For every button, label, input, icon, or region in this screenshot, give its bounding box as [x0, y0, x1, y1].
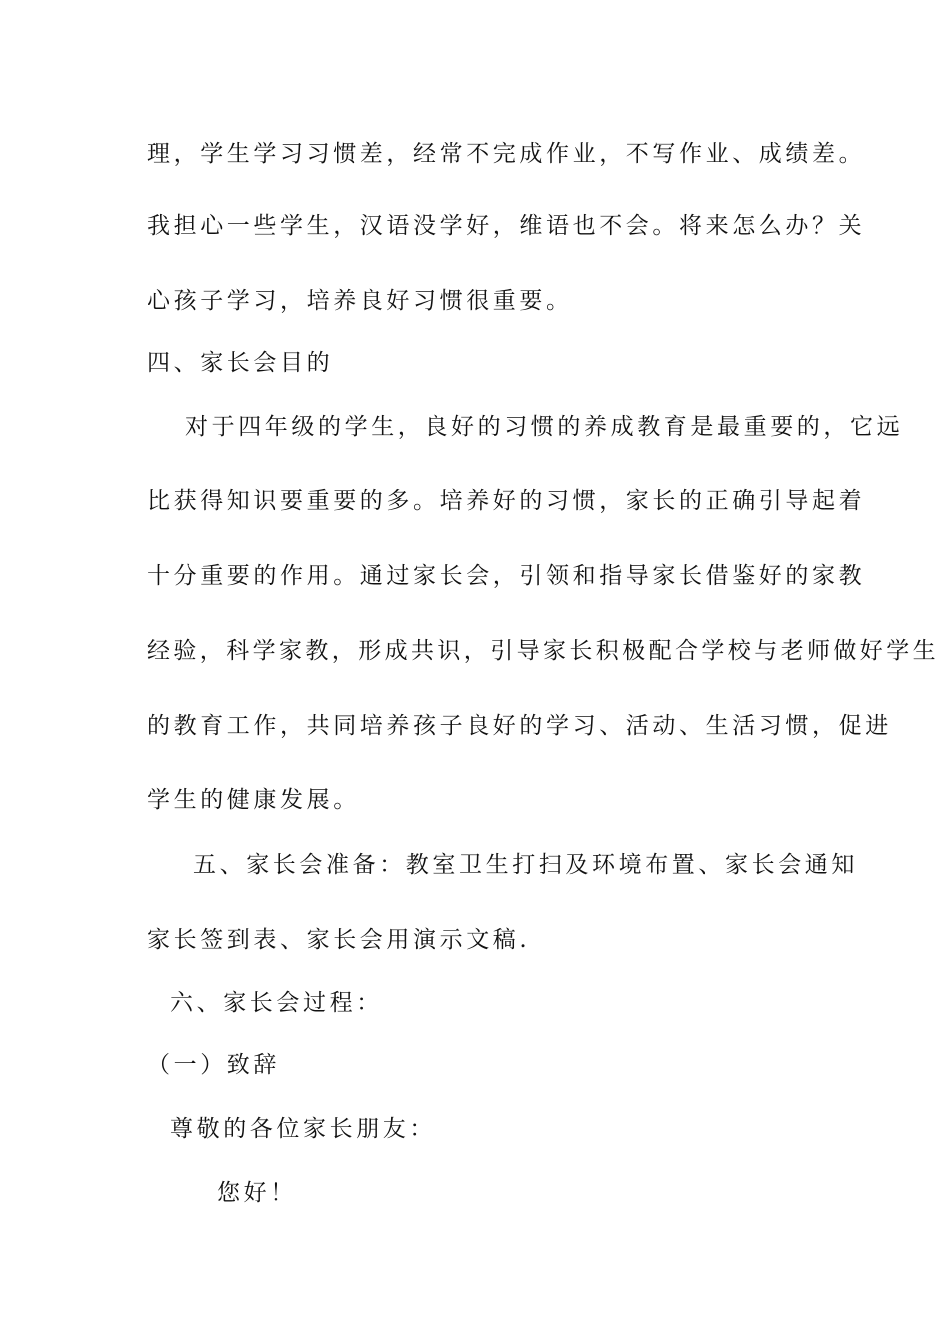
- paragraph-line: 理，学生学习习惯差，经常不完成作业，不写作业、成绩差。: [147, 141, 866, 167]
- paragraph-line: 比获得知识要重要的多。培养好的习惯，家长的正确引导起着: [147, 488, 866, 514]
- paragraph-line: 学生的健康发展。: [147, 787, 360, 813]
- section-heading-process: 六、家长会过程：: [170, 990, 383, 1016]
- salutation: 尊敬的各位家长朋友：: [170, 1116, 436, 1142]
- section-heading-purpose: 四、家长会目的: [147, 350, 334, 376]
- paragraph-line: 十分重要的作用。通过家长会，引领和指导家长借鉴好的家教: [147, 563, 866, 589]
- paragraph-line: 家长签到表、家长会用演示文稿.: [147, 927, 531, 953]
- paragraph-line: 经验，科学家教，形成共识，引导家长积极配合学校与老师做好学生: [147, 638, 939, 664]
- paragraph-line: 的教育工作，共同培养孩子良好的学习、活动、生活习惯，促进: [147, 713, 892, 739]
- paragraph-line: 对于四年级的学生，良好的习惯的养成教育是最重要的，它远: [185, 414, 904, 440]
- paragraph-line: 我担心一些学生，汉语没学好，维语也不会。将来怎么办？关: [147, 213, 866, 239]
- section-heading-preparation: 五、家长会准备：教室卫生打扫及环境布置、家长会通知: [193, 852, 858, 878]
- greeting: 您好！: [217, 1180, 297, 1206]
- subsection-heading-speech: （一）致辞: [147, 1052, 280, 1078]
- paragraph-line: 心孩子学习，培养良好习惯很重要。: [147, 288, 573, 314]
